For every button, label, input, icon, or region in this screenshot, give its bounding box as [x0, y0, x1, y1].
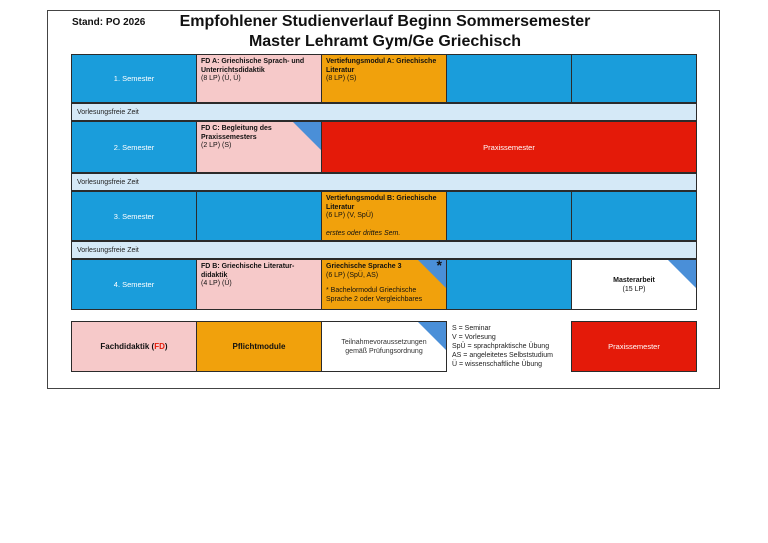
- module-vertiefung-b-note: erstes oder drittes Sem.: [326, 229, 401, 237]
- footnote-star: *: [436, 259, 442, 273]
- semester-3-label: 3. Semester: [71, 191, 197, 241]
- legend-praxissemester: Praxissemester: [571, 321, 697, 372]
- legend-fd-abbr: FD: [154, 342, 165, 351]
- module-vertiefung-a: [321, 54, 447, 103]
- free-time-band: Vorlesungsfreie Zeit: [71, 173, 697, 191]
- empty-slot: [446, 191, 572, 241]
- module-griechische-sprache-3: [321, 259, 447, 310]
- module-fd-c: [196, 121, 322, 173]
- module-fd-b-info: (4 LP) (Ü): [201, 280, 232, 287]
- semester-1-label: 1. Semester: [71, 54, 197, 103]
- empty-slot: [446, 54, 572, 103]
- module-vertiefung-b-title: Vertiefungsmodul B: Griechische Literatur: [326, 195, 437, 211]
- free-time-band: Vorlesungsfreie Zeit: [71, 103, 697, 121]
- module-gs3-info: (6 LP) (SpÜ, AS): [326, 271, 379, 279]
- abbr-item: Ü = wissenschaftliche Übung: [452, 361, 543, 368]
- legend-teilnahme: [321, 321, 447, 372]
- legend-fd-prefix: Fachdidaktik (: [100, 342, 155, 351]
- abbr-item: S = Seminar: [452, 325, 491, 332]
- abbr-item: V = Vorlesung: [452, 334, 496, 341]
- empty-slot: [571, 54, 697, 103]
- module-fd-a-info: (8 LP) (Ü, Ü): [201, 75, 241, 82]
- module-vertiefung-b: [321, 191, 447, 241]
- stand-label: Stand: PO 2026: [72, 17, 146, 28]
- module-fd-a: [196, 54, 322, 103]
- module-vertiefung-a-title: Vertiefungsmodul A: Griechische Literatur: [326, 58, 437, 74]
- module-gs3-note: * Bachelormodul Griechische Sprache 2 oder Vergleichbares: [326, 287, 423, 303]
- legend-abbreviations: [452, 324, 570, 369]
- module-gs3-title: Griechische Sprache 3: [326, 263, 402, 270]
- abbr-item: SpÜ = sprachpraktische Übung: [452, 343, 550, 350]
- free-time-band: Vorlesungsfreie Zeit: [71, 241, 697, 259]
- masterarbeit-info: (15 LP): [622, 285, 646, 293]
- page-title: Empfohlener Studienverlauf Beginn Sommersemester: [179, 13, 591, 30]
- module-fd-c-info: (2 LP) (S): [201, 142, 232, 149]
- page-subtitle: Master Lehramt Gym/Ge Griechisch: [248, 33, 522, 50]
- module-vertiefung-a-info: (8 LP) (S): [326, 75, 357, 82]
- module-vertiefung-b-info: (6 LP) (V, SpÜ): [326, 212, 374, 219]
- semester-2-label: 2. Semester: [71, 121, 197, 173]
- legend-fachdidaktik: [71, 321, 197, 372]
- module-fd-b: [196, 259, 322, 310]
- module-fd-c-title: FD C: Begleitung des Praxissemesters: [201, 125, 272, 141]
- prerequisite-corner-marker: [418, 322, 446, 350]
- prerequisite-corner-marker: [668, 260, 696, 288]
- praxissemester-block: Praxissemester: [321, 121, 697, 173]
- abbr-item: AS = angeleitetes Selbststudium: [452, 352, 553, 359]
- empty-slot: [571, 191, 697, 241]
- masterarbeit-title: Masterarbeit: [613, 276, 655, 284]
- legend-pflichtmodule: Pflichtmodule: [196, 321, 322, 372]
- empty-slot: [196, 191, 322, 241]
- legend-teilnahme-text: Teilnahmevoraussetzungen gemäß Prüfungsordnung: [341, 338, 427, 355]
- prerequisite-corner-marker: [293, 122, 321, 150]
- legend-fd-suffix: ): [164, 342, 168, 351]
- empty-slot: [446, 259, 572, 310]
- semester-4-label: 4. Semester: [71, 259, 197, 310]
- module-fd-b-title: FD B: Griechische Literatur-didaktik: [201, 263, 295, 279]
- module-fd-a-title: FD A: Griechische Sprach- und Unterrichtsdidaktik: [201, 58, 305, 74]
- module-masterarbeit: [571, 259, 697, 310]
